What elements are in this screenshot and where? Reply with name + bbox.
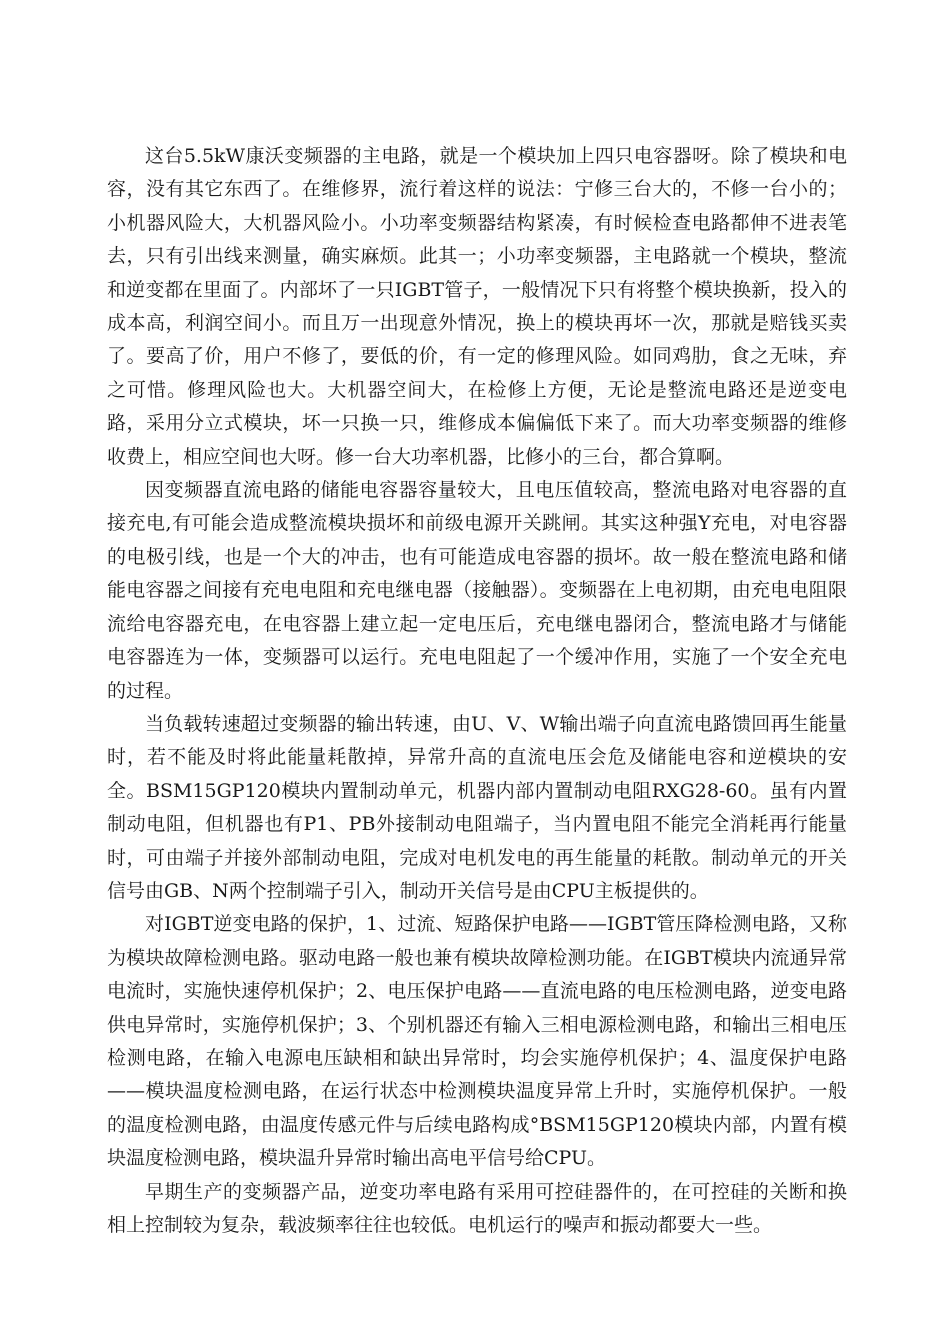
paragraph-5: 早期生产的变频器产品，逆变功率电路有采用可控硅器件的，在可控硅的关断和换相上控制较为复杂，载波频率往往也较低。电机运行的噪声和振动都要大一些。 [107, 1180, 847, 1236]
document-body [107, 140, 847, 1242]
paragraph-2: 因变频器直流电路的储能电容器容量较大，且电压值较高，整流电路对电容器的直接充电,有可能会造成整流模块损坏和前级电源开关跳闸。其实这种强Y充电，对电容器的电极引线，也是一个大的冲击，也有可能造成电容器的损坏。故一般在整流电路和储能电容器之间接有充电电阻和充电继电器（接触器）。变频器在上电初期，由充电电阻限流给电容器充电，在电容器上建立起一定电压后，充电继电器闭合，整流电路才与储能电容器连为一体，变频器可以运行。充电电阻起了一个缓冲作用，实施了一个安全充电的过程。 [107, 479, 847, 702]
paragraph-4: 对IGBT逆变电路的保护，1、过流、短路保护电路——IGBT管压降检测电路，又称为模块故障检测电路。驱动电路一般也兼有模块故障检测功能。在IGBT模块内流通异常电流时，实施快速停机保护；2、电压保护电路——直流电路的电压检测电路，逆变电路供电异常时，实施停机保护；3、个别机器还有输入三相电源检测电路，和输出三相电压检测电路，在输入电源电压缺相和缺出异常时，均会实施停机保护；4、温度保护电路——模块温度检测电路，在运行状态中检测模块温度异常上升时，实施停机保护。一般的温度检测电路，由温度传感元件与后续电路构成°BSM15GP120模块内部，内置有模块温度检测电路，模块温升异常时输出高电平信号给CPU。 [107, 913, 847, 1170]
paragraph-1: 这台5.5kW康沃变频器的主电路，就是一个模块加上四只电容器呀。除了模块和电容，没有其它东西了。在维修界，流行着这样的说法：宁修三台大的，不修一台小的；小机器风险大，大机器风险小。小功率变频器结构紧凑，有时候检查电路都伸不进表笔去，只有引出线来测量，确实麻烦。此其一；小功率变频器，主电路就一个模块，整流和逆变都在里面了。内部坏了一只IGBT管子，一般情况下只有将整个模块换新，投入的成本高，利润空间小。而且万一出现意外情况，换上的模块再坏一次，那就是赔钱买卖了。要高了价，用户不修了，要低的价，有一定的修理风险。如同鸡肋，食之无味，弃之可惜。修理风险也大。大机器空间大，在检修上方便，无论是整流电路还是逆变电路，采用分立式模块，坏一只换一只，维修成本偏偏低下来了。而大功率变频器的维修收费上，相应空间也大呀。修一台大功率机器，比修小的三台，都合算啊。 [107, 145, 847, 468]
paragraph-3: 当负载转速超过变频器的输出转速，由U、V、W输出端子向直流电路馈回再生能量时，若不能及时将此能量耗散掉，异常升高的直流电压会危及储能电容和逆模块的安全。BSM15GP120模块内置制动单元，机器内部内置制动电阻RXG28-60。虽有内置制动电阻，但机器也有P1、PB外接制动电阻端子，当内置电阻不能完全消耗再行能量时，可由端子并接外部制动电阻，完成对电机发电的再生能量的耗散。制动单元的开关信号由GB、N两个控制端子引入，制动开关信号是由CPU主板提供的。 [107, 712, 847, 902]
